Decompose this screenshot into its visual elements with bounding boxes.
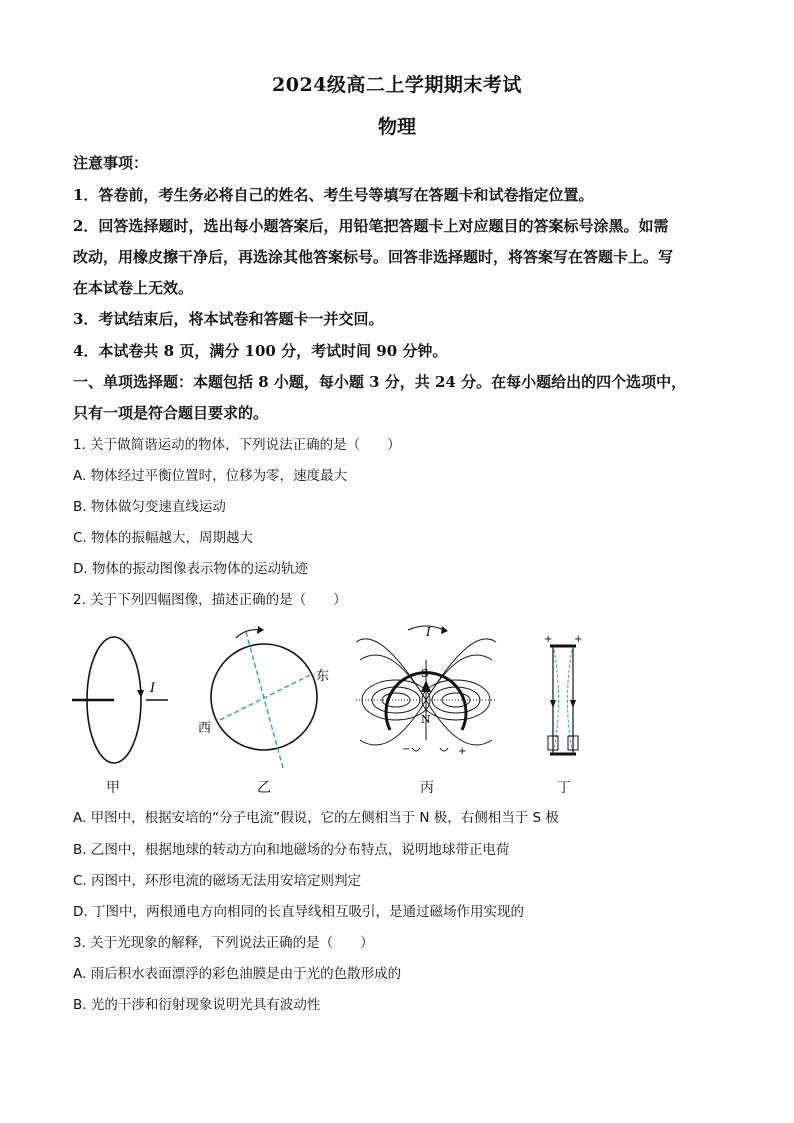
svg-text:−: − bbox=[402, 744, 411, 755]
figure-ding bbox=[544, 634, 582, 754]
notice-line-2b: 改动，用橡皮擦干净后，再选涂其他答案标号。回答非选择题时，将答案写在答题卡上。写 bbox=[73, 248, 674, 266]
notice-heading: 注意事项： bbox=[73, 154, 149, 172]
q2-figures bbox=[60, 620, 740, 800]
q2-option-a: A. 甲图中，根据安培的“分子电流”假说，它的左侧相当于 N 极，右侧相当于 S 极 bbox=[73, 810, 559, 826]
svg-text:+: + bbox=[458, 746, 467, 757]
q2-option-b: B. 乙图中，根据地球的转动方向和地磁场的分布特点，说明地球带正电荷 bbox=[73, 842, 510, 858]
notice-line-3: 3．考试结束后，将本试卷和答题卡一并交回。 bbox=[73, 310, 384, 328]
notice-line-2a: 2．回答选择题时，选出每小题答案后，用铅笔把答题卡上对应题目的答案标号涂黑。如需 bbox=[73, 217, 669, 235]
figure-yi bbox=[198, 626, 329, 768]
figure-bing bbox=[356, 625, 496, 757]
notice-line-1: 1．答卷前，考生务必将自己的姓名、考生号等填写在答题卡和试卷指定位置。 bbox=[73, 186, 594, 204]
q3-stem: 3. 关于光现象的解释，下列说法正确的是（ ） bbox=[73, 935, 374, 951]
section-heading-a: 一、单项选择题：本题包括 8 小题，每小题 3 分，共 24 分。在每小题给出的四个选项中， bbox=[73, 373, 687, 391]
subject-title: 物理 bbox=[377, 116, 416, 138]
caption-ding: 丁 bbox=[557, 780, 571, 796]
label-i-jia: I bbox=[150, 681, 156, 696]
label-i-bing: I bbox=[426, 625, 431, 639]
caption-jia: 甲 bbox=[106, 780, 120, 796]
q3-option-b: B. 光的干涉和衍射现象说明光具有波动性 bbox=[73, 997, 321, 1013]
caption-bing: 丙 bbox=[420, 780, 434, 796]
notice-line-2c: 在本试卷上无效。 bbox=[73, 279, 194, 297]
label-west: 西 bbox=[198, 721, 212, 736]
q1-option-a: A. 物体经过平衡位置时，位移为零，速度最大 bbox=[73, 468, 348, 484]
figure-jia bbox=[72, 637, 168, 763]
q2-option-c: C. 丙图中，环形电流的磁场无法用安培定则判定 bbox=[73, 873, 362, 889]
exam-title: 2024级高二上学期期末考试 bbox=[272, 74, 522, 96]
q3-option-a: A. 雨后积水表面漂浮的彩色油膜是由于光的色散形成的 bbox=[73, 966, 402, 982]
q1-option-b: B. 物体做匀变速直线运动 bbox=[73, 499, 226, 515]
q2-option-d: D. 丁图中，两根通电方向相同的长直导线相互吸引，是通过磁场作用实现的 bbox=[73, 904, 524, 920]
label-s: S bbox=[421, 667, 429, 680]
section-heading-b: 只有一项是符合题目要求的。 bbox=[73, 404, 269, 422]
notice-line-4: 4．本试卷共 8 页，满分 100 分，考试时间 90 分钟。 bbox=[73, 342, 448, 360]
q1-option-c: C. 物体的振幅越大，周期越大 bbox=[73, 530, 254, 546]
q1-option-d: D. 物体的振动图像表示物体的运动轨迹 bbox=[73, 561, 308, 577]
label-east: 东 bbox=[316, 669, 330, 684]
q1-stem: 1. 关于做简谐运动的物体，下列说法正确的是（ ） bbox=[73, 437, 401, 453]
caption-yi: 乙 bbox=[257, 780, 271, 796]
q2-stem: 2. 关于下列四幅图像，描述正确的是（ ） bbox=[73, 592, 347, 608]
svg-text:+: + bbox=[544, 634, 553, 645]
svg-text:+: + bbox=[574, 634, 583, 645]
label-n: N bbox=[421, 713, 431, 726]
